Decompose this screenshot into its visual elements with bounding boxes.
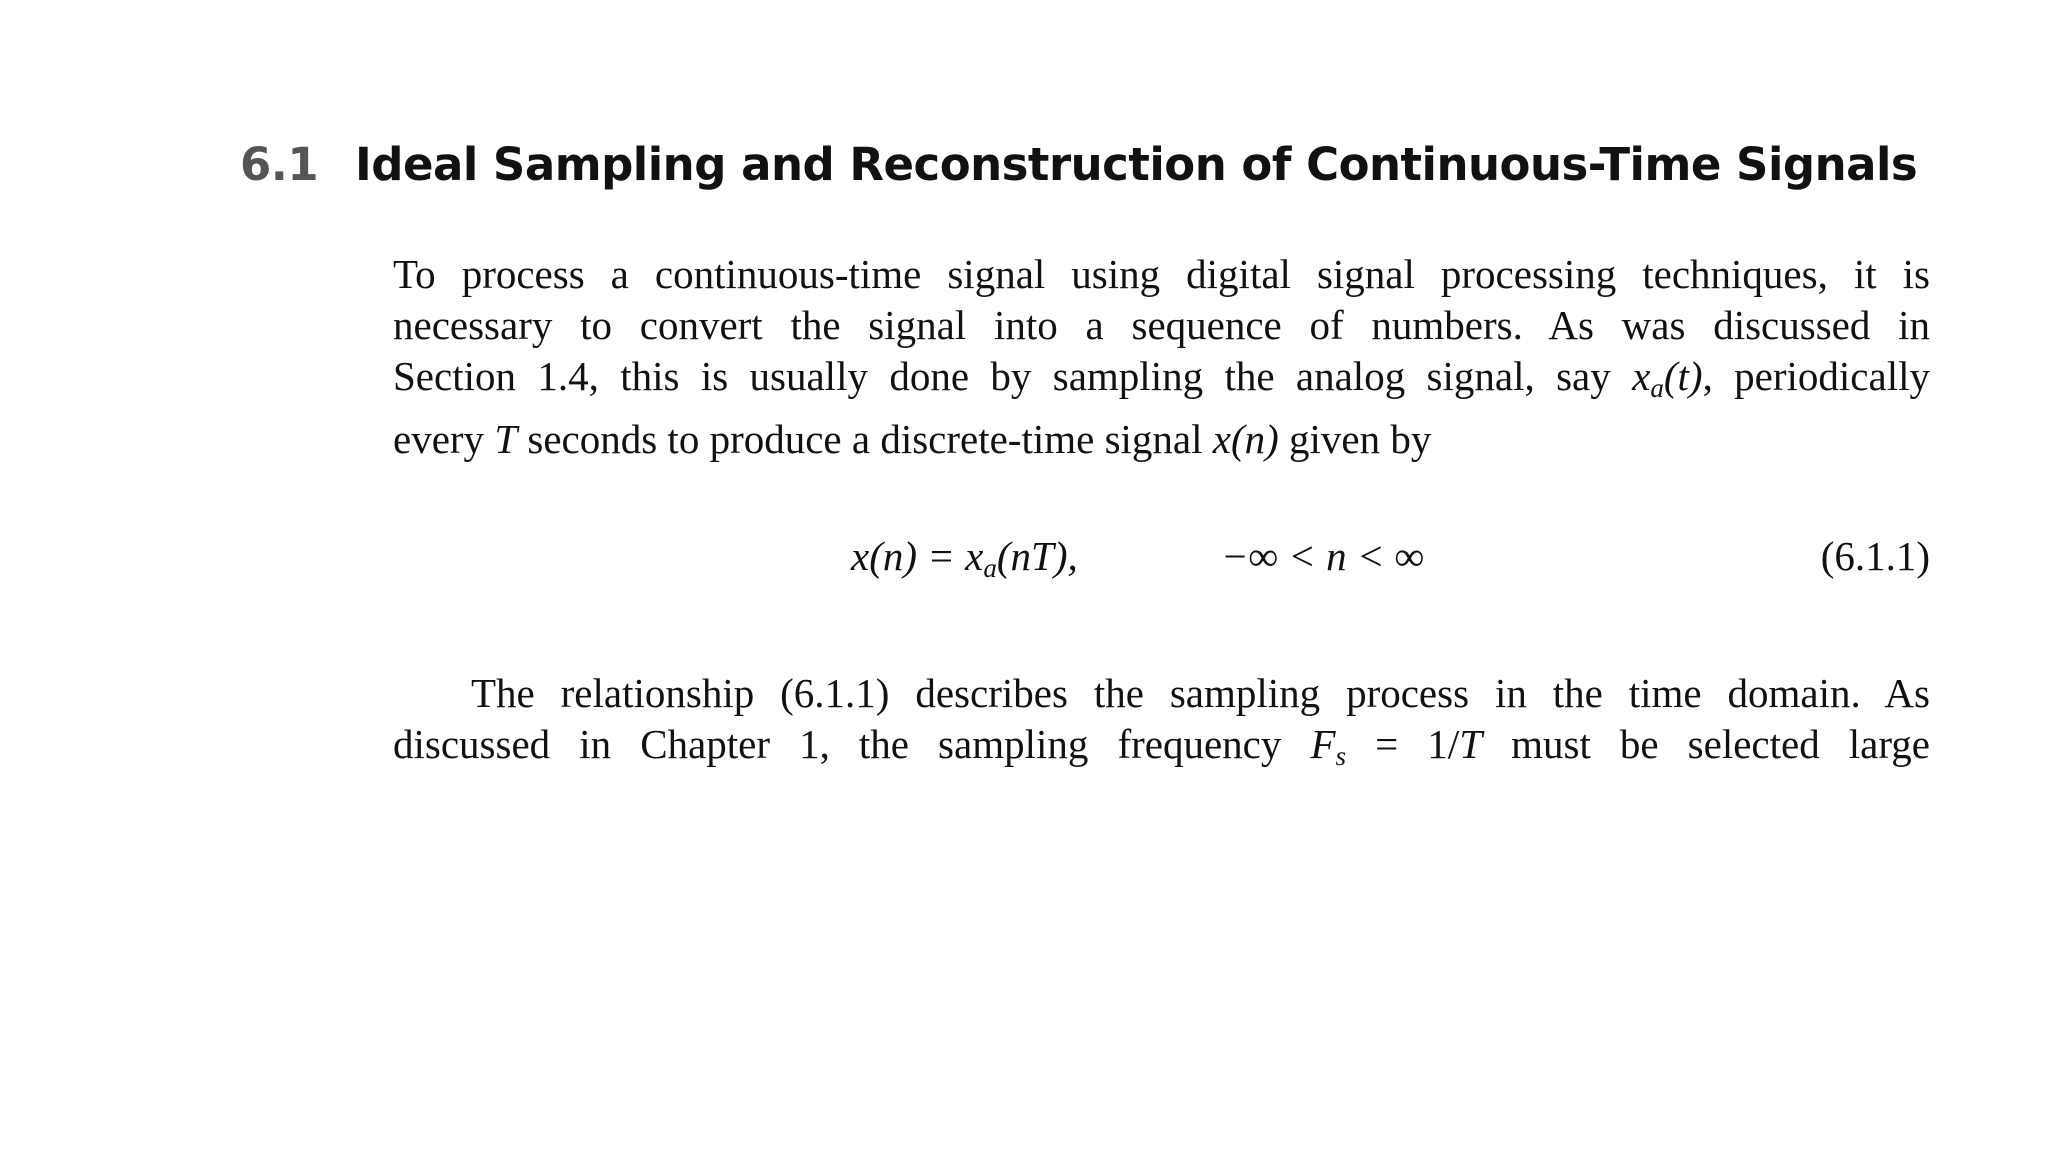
text-run: every (393, 415, 495, 462)
equation-subscript-a: a (983, 552, 997, 583)
math-argument-t: (t) (1663, 353, 1703, 399)
paragraph-relationship (393, 668, 1930, 782)
text-run: seconds to produce a discrete-time signal (517, 415, 1213, 462)
section-heading (240, 138, 1917, 191)
equation-argument: (nT), (996, 533, 1078, 579)
paragraph-sampling-intro (393, 249, 1930, 465)
equation-lhs: x(n) = x (851, 533, 984, 579)
text-run: Section 1.4, this is usually done by sampling the analog signal, say (393, 353, 1633, 399)
math-variable-F: F (1310, 721, 1336, 767)
equation-6-1-1 (393, 532, 1930, 588)
paragraph-line: To process a continuous-time signal using digital signal processing techniques, it is (393, 251, 1930, 297)
paragraph-line: The relationship (6.1.1) describes the sampling process in the time domain. As (471, 670, 1930, 716)
text-run: , periodically (1702, 353, 1930, 399)
paragraph-line: necessary to convert the signal into a sequence of numbers. As was discussed in (393, 302, 1930, 348)
text-run: = 1/ (1346, 721, 1460, 767)
math-variable-T: T (1459, 721, 1483, 767)
equation-number: (6.1.1) (1820, 533, 1930, 579)
paragraph-line (393, 414, 1930, 465)
math-subscript-a: a (1650, 372, 1664, 403)
math-signal-xn: x(n) (1212, 415, 1279, 462)
paragraph-line (393, 351, 1930, 414)
math-variable-T: T (494, 415, 518, 462)
equation-condition: −∞ < n < ∞ (1221, 533, 1424, 579)
math-variable-x: x (1632, 353, 1651, 399)
math-subscript-s: s (1335, 740, 1347, 771)
text-run: discussed in Chapter 1, the sampling frequency (393, 721, 1311, 767)
text-run: given by (1278, 415, 1432, 462)
section-title: Ideal Sampling and Reconstruction of Continuous-Time Signals (355, 138, 1918, 191)
section-number: 6.1 (240, 138, 319, 191)
text-run: must be selected large (1482, 721, 1930, 767)
paragraph-line (393, 719, 1930, 782)
equation-expression (851, 532, 1078, 584)
